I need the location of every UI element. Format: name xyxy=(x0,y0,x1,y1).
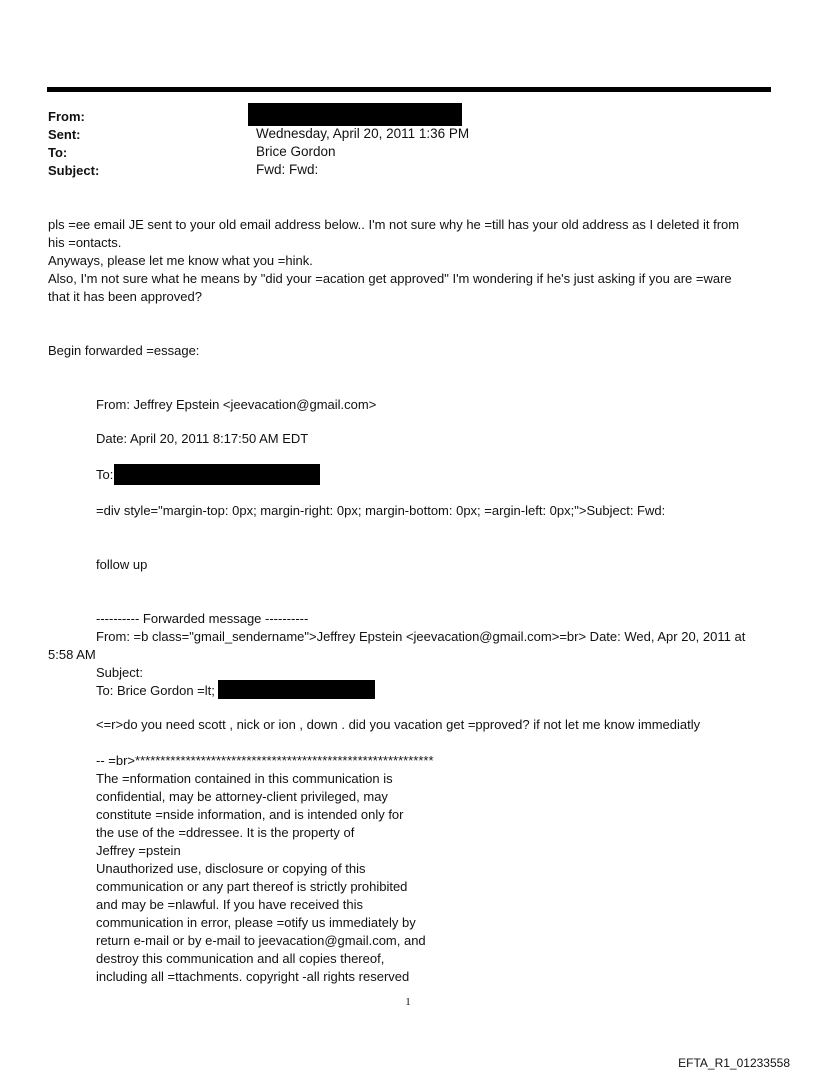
begin-forwarded: Begin forwarded =essage: xyxy=(48,343,200,358)
bates-number: EFTA_R1_01233558 xyxy=(678,1056,790,1070)
disclaimer-line: the use of the =ddressee. It is the property of xyxy=(96,825,355,840)
inner-to: To: Brice Gordon =lt; xyxy=(96,683,215,698)
inner-from-line-1: From: =b class="gmail_sendername">Jeffrey Epstein <jeevacation@gmail.com>=br> Date: Wed, Apr 20, 2011 at xyxy=(96,629,746,644)
fwd-div-line: =div style="margin-top: 0px; margin-right: 0px; margin-bottom: 0px; =argin-left: 0px;">Subject: Fwd: xyxy=(96,503,666,518)
inner-separator: ---------- Forwarded message ---------- xyxy=(96,611,309,626)
subject-value: Fwd: Fwd: xyxy=(256,162,319,177)
sent-value: Wednesday, April 20, 2011 1:36 PM xyxy=(256,126,470,141)
body-line-5: that it has been approved? xyxy=(48,289,202,304)
body-line-4: Also, I'm not sure what he means by "did your =acation get approved" I'm wondering if he's just asking if you are =ware xyxy=(48,271,732,286)
disclaimer-line: Jeffrey =pstein xyxy=(96,843,181,858)
inner-question: <=r>do you need scott , nick or ion , down . did you vacation get =pproved? if not let me know immediatly xyxy=(96,717,701,732)
disclaimer-line: Unauthorized use, disclosure or copying of this xyxy=(96,861,366,876)
signature-separator: -- =br>*********************************************************** xyxy=(96,753,434,768)
fwd-to: To: xyxy=(96,467,114,482)
sent-label: Sent: xyxy=(48,127,81,142)
disclaimer-line: confidential, may be attorney-client privileged, may xyxy=(96,789,388,804)
fwd-from: From: Jeffrey Epstein <jeevacation@gmail.com> xyxy=(96,397,377,412)
redaction-inner-to xyxy=(218,680,375,699)
to-value: Brice Gordon xyxy=(256,144,336,159)
body-line-3: Anyways, please let me know what you =hink. xyxy=(48,253,313,268)
from-label: From: xyxy=(48,109,85,124)
header-rule xyxy=(47,87,771,92)
body-line-2: his =ontacts. xyxy=(48,235,122,250)
body-line-1: pls =ee email JE sent to your old email address below.. I'm not sure why he =till has your old address as I deleted it from xyxy=(48,217,740,232)
to-label: To: xyxy=(48,145,68,160)
page-number: 1 xyxy=(405,996,411,1008)
inner-subject: Subject: xyxy=(96,665,143,680)
fwd-date: Date: April 20, 2011 8:17:50 AM EDT xyxy=(96,431,309,446)
fwd-follow-up: follow up xyxy=(96,557,148,572)
disclaimer-line: and may be =nlawful. If you have received this xyxy=(96,897,364,912)
inner-from-line-2: 5:58 AM xyxy=(48,647,96,662)
redaction-to xyxy=(114,464,320,485)
disclaimer-line: including all =ttachments. copyright -all rights reserved xyxy=(96,969,410,984)
disclaimer-line: communication or any part thereof is strictly prohibited xyxy=(96,879,408,894)
disclaimer-line: The =nformation contained in this communication is xyxy=(96,771,393,786)
subject-label: Subject: xyxy=(48,163,100,178)
disclaimer-line: destroy this communication and all copies thereof, xyxy=(96,951,385,966)
redaction-from xyxy=(248,103,462,126)
disclaimer-line: communication in error, please =otify us immediately by xyxy=(96,915,416,930)
disclaimer-line: constitute =nside information, and is intended only for xyxy=(96,807,404,822)
disclaimer-line: return e-mail or by e-mail to jeevacation@gmail.com, and xyxy=(96,933,426,948)
